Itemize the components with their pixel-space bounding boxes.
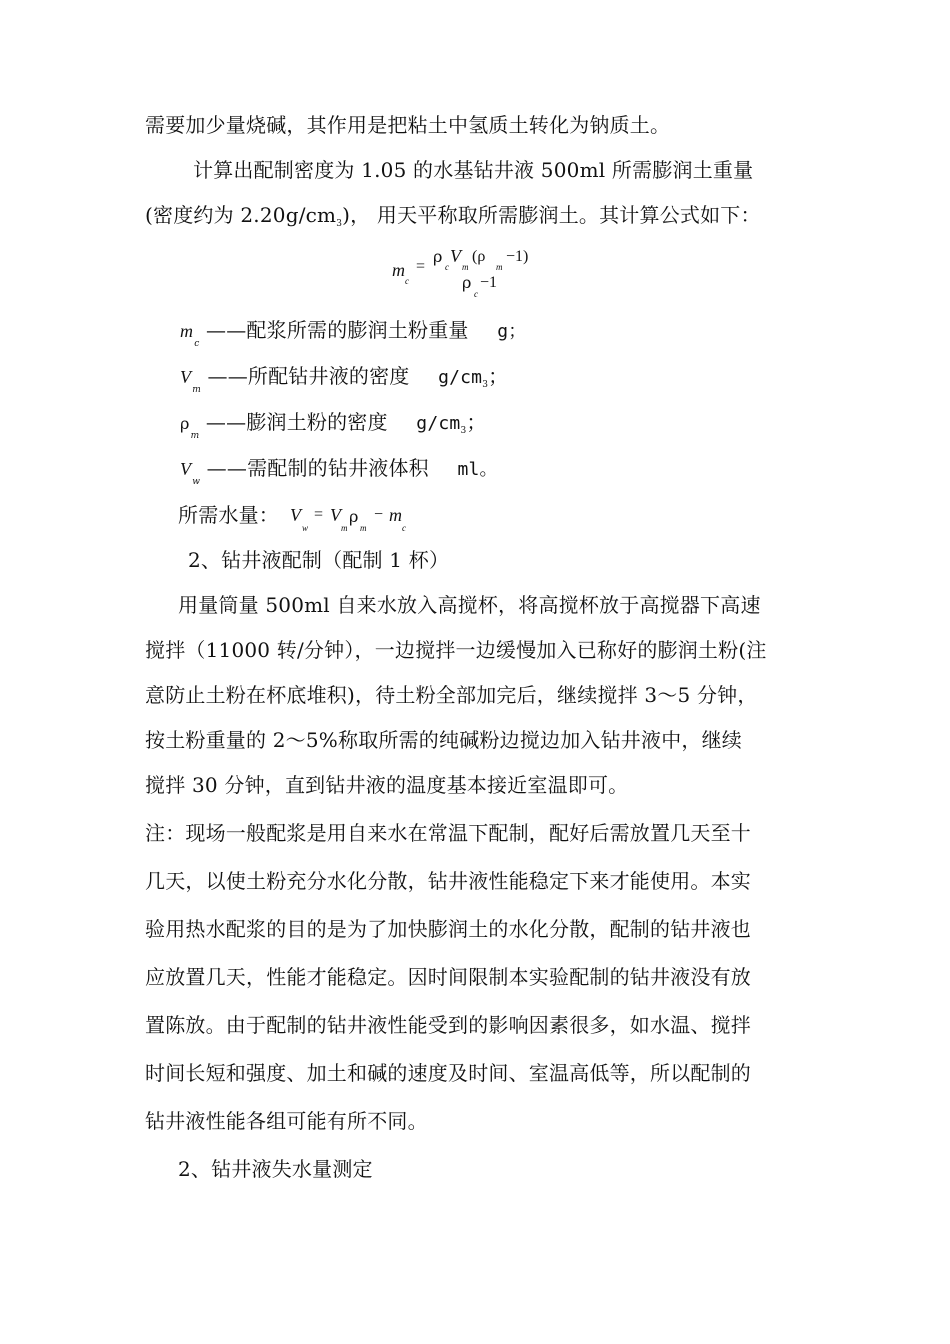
note-line: 时间长短和强度、加土和碱的速度及时间、室温高低等，所以配制的 <box>145 1061 751 1085</box>
paragraph-line: 计算出配制密度为 1.05 的水基钻井液 500ml 所需膨润土重量 <box>193 158 754 182</box>
section-heading: 2、钻井液失水量测定 <box>178 1157 373 1181</box>
water-formula-V2: V <box>330 505 341 525</box>
paragraph-line <box>145 202 761 233</box>
definition-unit: g/cm <box>416 413 461 434</box>
definition-text: ——膨润土粉的密度 <box>205 410 388 434</box>
definition-symbol-sub: m <box>192 385 201 395</box>
paragraph-line: 搅拌 30 分钟，直到钻井液的温度基本接近室温即可。 <box>145 773 629 797</box>
definition-symbol: V <box>180 367 192 387</box>
definition-unit: ml。 <box>457 459 498 480</box>
superscript: 3 <box>460 426 467 436</box>
formula-num-rho: ρ <box>433 247 443 266</box>
note-line: 验用热水配浆的目的是为了加快膨润土的水化分散，配制的钻井液也 <box>145 917 751 941</box>
note-line: 置陈放。由于配制的钻井液性能受到的影响因素很多，如水温、搅拌 <box>145 1013 751 1037</box>
bentonite-formula <box>390 246 550 302</box>
definition-line <box>180 409 487 440</box>
paragraph-line: 意防止土粉在杯底堆积)，待土粉全部加完后，继续搅拌 3～5 分钟， <box>145 683 758 707</box>
section-heading: 2、钻井液配制（配制 1 杯） <box>188 548 450 572</box>
formula-num-V-sub: m <box>462 262 469 272</box>
paragraph-line: 按土粉重量的 2～5%称取所需的纯碱粉边搅边加入钻井液中，继续 <box>145 728 743 752</box>
formula-den-tail: −1 <box>480 274 498 291</box>
water-formula-V: V <box>290 505 301 525</box>
paragraph-line: 用量筒量 500ml 自来水放入高搅杯，将高搅杯放于高搅器下高速 <box>178 593 761 617</box>
formula-num-tail: −1) <box>506 248 529 265</box>
water-formula-m-sub: c <box>402 523 406 533</box>
formula-den-rho: ρ <box>462 273 472 292</box>
definition-symbol-sub: m <box>190 431 200 441</box>
definition-line <box>180 363 508 394</box>
water-formula-rho-sub: m <box>360 523 367 533</box>
definition-symbol: ρ <box>180 414 190 433</box>
definition-unit: g/cm <box>438 367 483 388</box>
definition-text: ——配浆所需的膨润土粉重量 <box>206 318 469 342</box>
definition-text: ——需配制的钻井液体积 <box>206 456 429 480</box>
note-line: 钻井液性能各组可能有所不同。 <box>145 1109 428 1133</box>
superscript: 3 <box>336 219 343 229</box>
water-formula-eq: = <box>314 506 324 523</box>
superscript: 3 <box>482 380 489 390</box>
note-line: 应放置几天，性能才能稳定。因时间限制本实验配制的钻井液没有放 <box>145 965 751 989</box>
note-line: 注：现场一般配浆是用自来水在常温下配制，配好后需放置几天至十 <box>145 821 751 845</box>
formula-num-V: V <box>450 246 461 266</box>
formula-num-paren: (ρ <box>472 248 486 265</box>
paragraph-line: 需要加少量烧碱，其作用是把粘土中氢质土转化为钠质土。 <box>145 113 671 137</box>
definition-unit: g； <box>497 321 527 342</box>
water-label: 所需水量： <box>178 503 279 527</box>
definition-unit-tail: ； <box>466 410 487 434</box>
definition-line <box>180 455 498 486</box>
definition-symbol-sub: c <box>194 339 200 349</box>
formula-den-rho-sub: c <box>474 289 478 299</box>
formula-lhs-var: m <box>392 260 405 280</box>
definition-symbol-sub: w <box>192 477 201 487</box>
note-line: 几天，以使土粉充分水化分散，钻井液性能稳定下来才能使用。本实 <box>145 869 751 893</box>
water-formula-V-sub: w <box>302 523 309 533</box>
definition-text: ——所配钻井液的密度 <box>207 364 410 388</box>
paragraph-line: 搅拌（11000 转/分钟），一边搅拌一边缓慢加入已称好的膨润土粉(注 <box>145 638 767 662</box>
definition-symbol: m <box>180 321 194 341</box>
water-formula <box>290 505 420 539</box>
water-formula-m: m <box>389 505 402 525</box>
formula-num-rho-sub: c <box>445 262 449 272</box>
paragraph-text: )， 用天平称取所需膨润土。其计算公式如下： <box>342 203 761 227</box>
definition-line <box>180 317 526 348</box>
water-formula-minus: − <box>374 506 384 523</box>
definition-unit-tail: ； <box>488 364 509 388</box>
formula-num-paren-sub: m <box>496 262 503 272</box>
definition-symbol: V <box>180 459 192 479</box>
formula-lhs-sub: c <box>405 276 409 286</box>
formula-equals: = <box>416 258 426 275</box>
water-formula-line <box>178 502 279 528</box>
water-formula-V2-sub: m <box>341 523 348 533</box>
water-formula-rho: ρ <box>349 507 359 526</box>
paragraph-text: (密度约为 2.20g/cm <box>145 203 337 227</box>
